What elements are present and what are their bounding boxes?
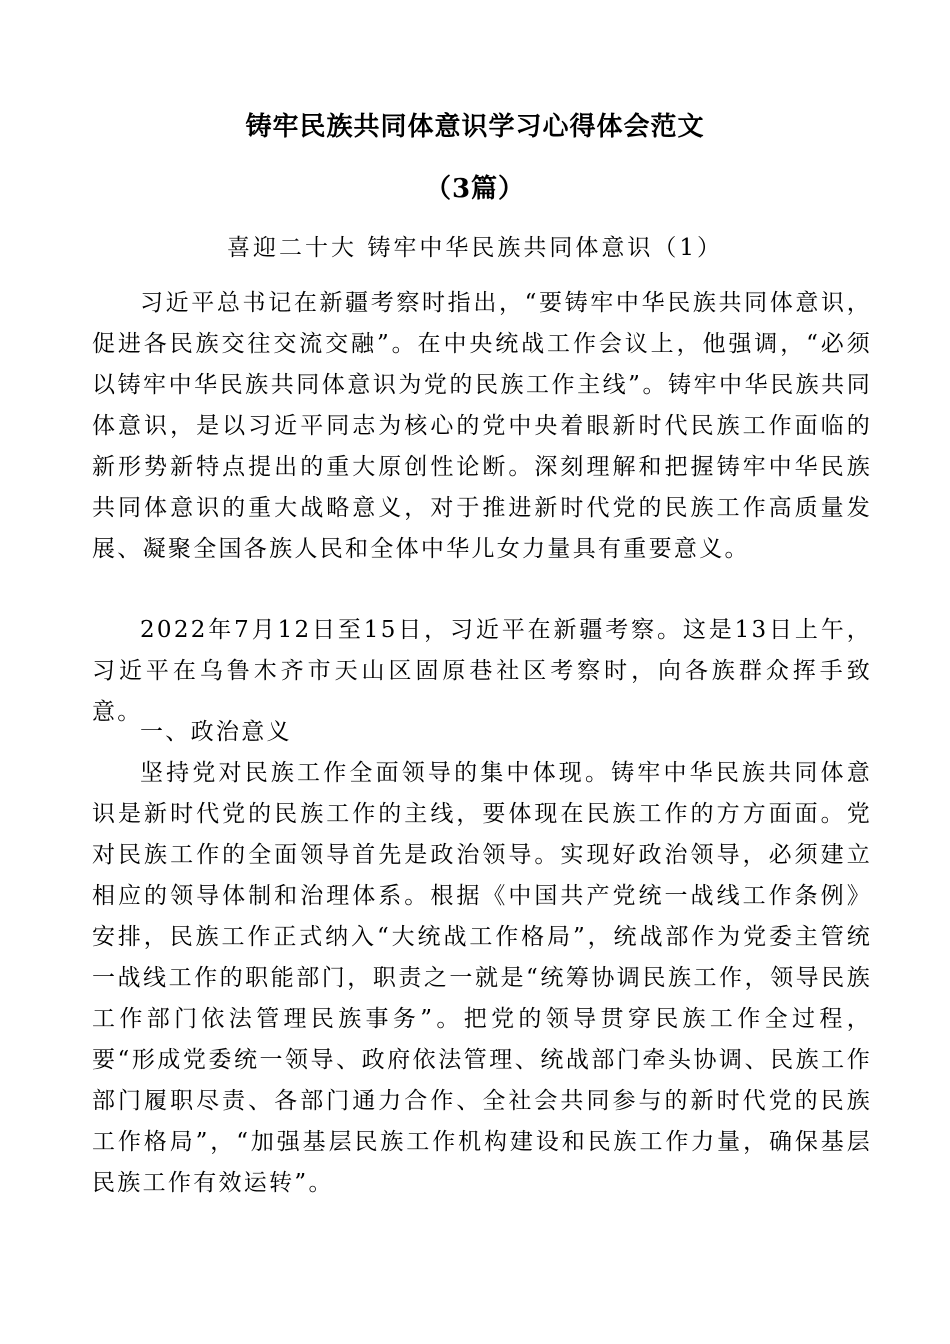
paragraph-photo-caption: 2022年7月12日至15日，习近平在新疆考察。这是13日上午，习近平在乌鲁木齐市天山区固原巷社区考察时，向各族群众挥手致意。 [92, 617, 872, 725]
section-heading-political: 一、政治意义 [140, 719, 292, 745]
paragraph-intro: 习近平总书记在新疆考察时指出，“要铸牢中华民族共同体意识，促进各民族交往交流交融”。在中央统战工作会议上，他强调，“必须以铸牢中华民族共同体意识为党的民族工作主线”。铸牢中华民族共同体意识，是以习近平同志为核心的党中央着眼新时代民族工作面临的新形势新特点提出的重大原创性论断。深刻理解和把握铸牢中华民族共同体意识的重大战略意义，对于推进新时代党的民族工作高质量发展、凝聚全国各族人民和全体中华儿女力量具有重要意义。 [92, 290, 872, 562]
paragraph-political-significance: 坚持党对民族工作全面领导的集中体现。铸牢中华民族共同体意识是新时代党的民族工作的主线，要体现在民族工作的方方面面。党对民族工作的全面领导首先是政治领导。实现好政治领导，必须建立相应的领导体制和治理体系。根据《中国共产党统一战线工作条例》安排，民族工作正式纳入“大统战工作格局”，统战部作为党委主管统一战线工作的职能部门，职责之一就是“统筹协调民族工作，领导民族工作部门依法管理民族事务”。把党的领导贯穿民族工作全过程，要“形成党委统一领导、政府依法管理、统战部门牵头协调、民族工作部门履职尽责、各部门通力合作、全社会共同参与的新时代党的民族工作格局”，“加强基层民族工作机构建设和民族工作力量，确保基层民族工作有效运转”。 [92, 760, 872, 1196]
section-subtitle: 喜迎二十大 铸牢中华民族共同体意识（1） [227, 235, 723, 261]
document-title-count: （3篇） [424, 174, 526, 204]
document-title: 铸牢民族共同体意识学习心得体会范文 [245, 112, 705, 142]
